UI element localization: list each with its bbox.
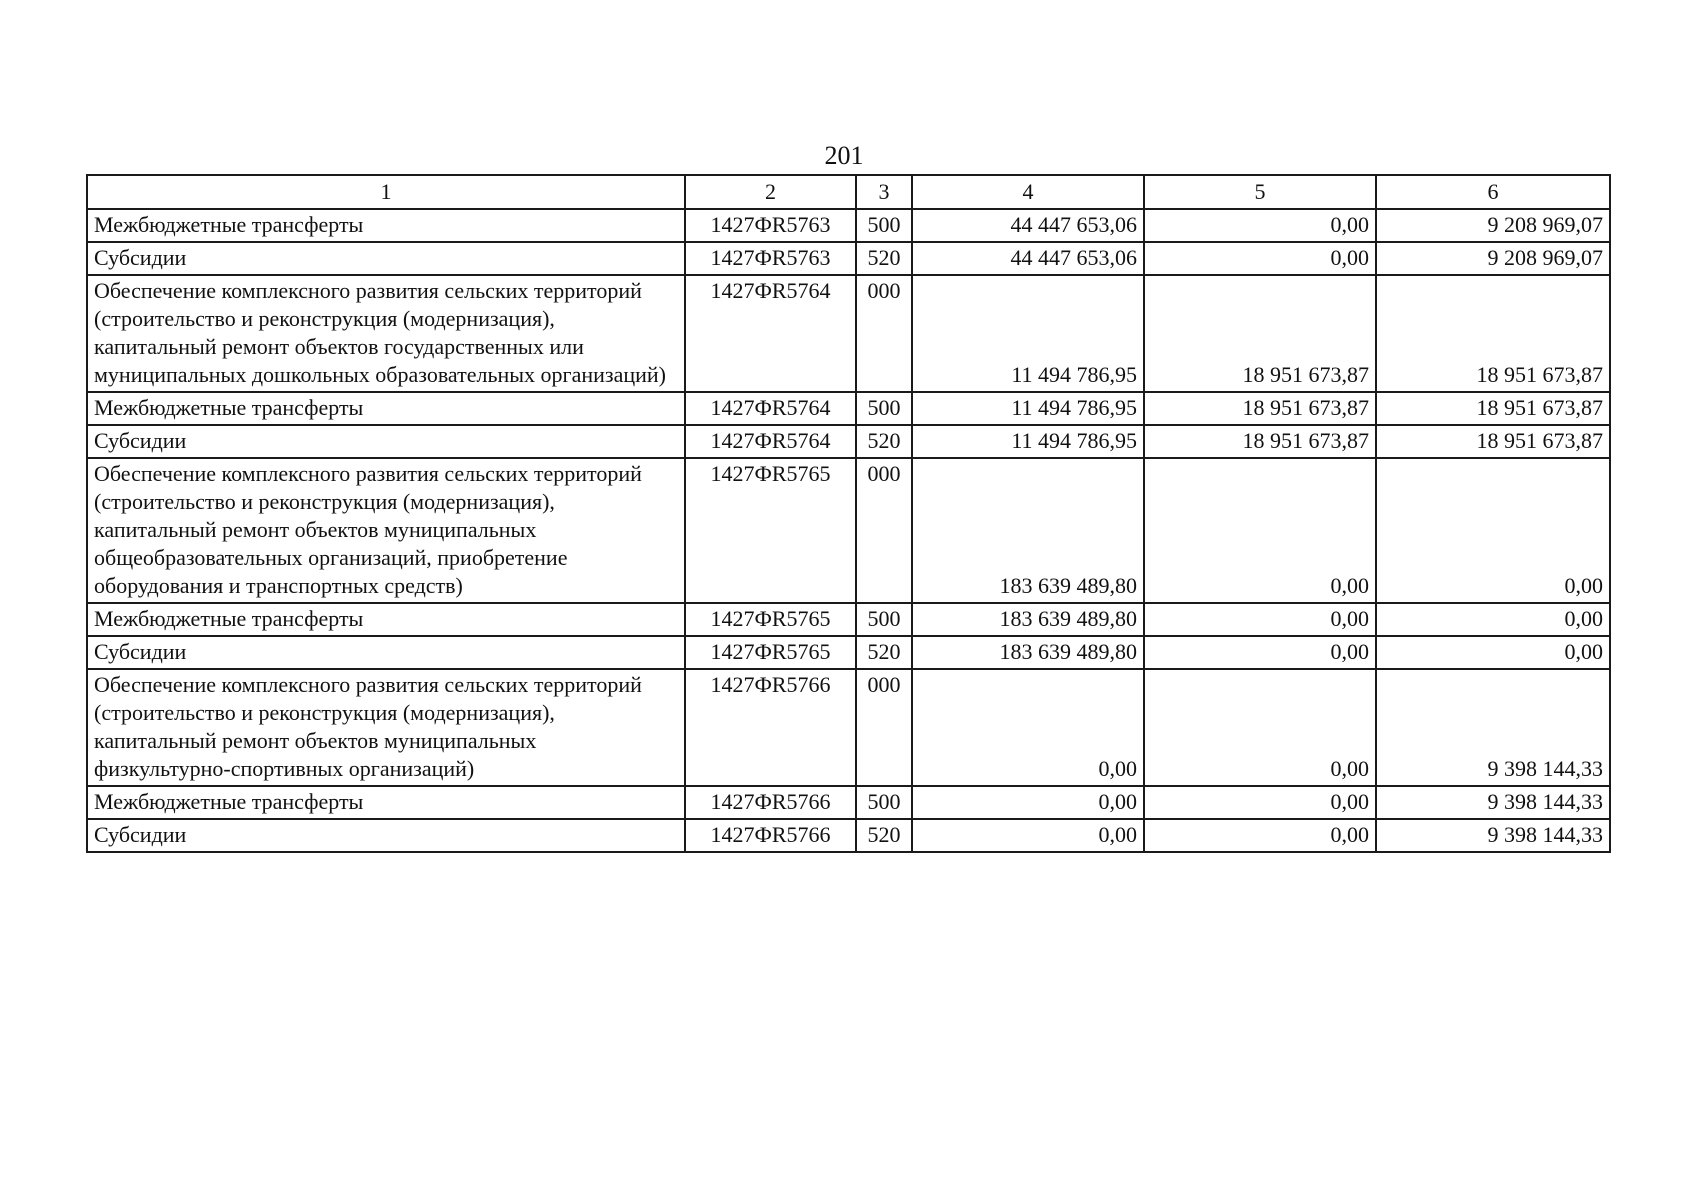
amount-col-6: 0,00 [1376, 458, 1610, 603]
column-header: 3 [856, 175, 912, 209]
target-code: 1427ФR5765 [685, 636, 856, 669]
row-name: Межбюджетные трансферты [87, 209, 685, 242]
expense-type: 520 [856, 425, 912, 458]
amount-col-5: 18 951 673,87 [1144, 392, 1376, 425]
amount-col-4: 183 639 489,80 [912, 603, 1144, 636]
column-header: 6 [1376, 175, 1610, 209]
amount-col-6: 18 951 673,87 [1376, 275, 1610, 392]
amount-col-5: 18 951 673,87 [1144, 425, 1376, 458]
expense-type: 520 [856, 636, 912, 669]
amount-col-5: 0,00 [1144, 603, 1376, 636]
target-code: 1427ФR5766 [685, 669, 856, 786]
amount-col-4: 0,00 [912, 786, 1144, 819]
amount-col-4: 11 494 786,95 [912, 275, 1144, 392]
amount-col-4: 11 494 786,95 [912, 392, 1144, 425]
amount-col-5: 0,00 [1144, 458, 1376, 603]
target-code: 1427ФR5764 [685, 275, 856, 392]
expense-type: 000 [856, 669, 912, 786]
row-name: Обеспечение комплексного развития сельских территорий (строительство и реконструкция (модернизация), капитальный ремонт объектов муниципальных физкультурно-спортивных организаций) [87, 669, 685, 786]
amount-col-5: 0,00 [1144, 636, 1376, 669]
column-header: 2 [685, 175, 856, 209]
row-name: Субсидии [87, 636, 685, 669]
page-number: 201 [824, 141, 864, 170]
target-code: 1427ФR5763 [685, 242, 856, 275]
amount-col-6: 18 951 673,87 [1376, 392, 1610, 425]
amount-col-6: 9 398 144,33 [1376, 669, 1610, 786]
amount-col-4: 183 639 489,80 [912, 636, 1144, 669]
column-header: 5 [1144, 175, 1376, 209]
expense-type: 520 [856, 819, 912, 852]
table-row [87, 669, 1610, 786]
amount-col-5: 0,00 [1144, 209, 1376, 242]
row-name: Субсидии [87, 819, 685, 852]
expense-type: 500 [856, 603, 912, 636]
expense-type: 500 [856, 392, 912, 425]
row-name: Субсидии [87, 242, 685, 275]
amount-col-5: 0,00 [1144, 242, 1376, 275]
amount-col-4: 0,00 [912, 819, 1144, 852]
column-header: 4 [912, 175, 1144, 209]
target-code: 1427ФR5765 [685, 458, 856, 603]
table-row [87, 636, 1610, 669]
expense-type: 500 [856, 786, 912, 819]
table-row [87, 392, 1610, 425]
target-code: 1427ФR5766 [685, 786, 856, 819]
target-code: 1427ФR5763 [685, 209, 856, 242]
amount-col-4: 44 447 653,06 [912, 242, 1144, 275]
expense-type: 500 [856, 209, 912, 242]
row-name: Обеспечение комплексного развития сельских территорий (строительство и реконструкция (модернизация), капитальный ремонт объектов муниципальных общеобразовательных организаций, приобретение оборудования и транспортных средств) [87, 458, 685, 603]
amount-col-5: 0,00 [1144, 819, 1376, 852]
table-row [87, 242, 1610, 275]
table-header-row [87, 175, 1610, 209]
table-row [87, 425, 1610, 458]
table-row [87, 786, 1610, 819]
target-code: 1427ФR5764 [685, 425, 856, 458]
expense-type: 000 [856, 275, 912, 392]
amount-col-6: 0,00 [1376, 636, 1610, 669]
amount-col-4: 183 639 489,80 [912, 458, 1144, 603]
row-name: Субсидии [87, 425, 685, 458]
column-header: 1 [87, 175, 685, 209]
row-name: Межбюджетные трансферты [87, 603, 685, 636]
table-row [87, 819, 1610, 852]
amount-col-4: 0,00 [912, 669, 1144, 786]
amount-col-6: 9 398 144,33 [1376, 786, 1610, 819]
amount-col-5: 18 951 673,87 [1144, 275, 1376, 392]
amount-col-4: 44 447 653,06 [912, 209, 1144, 242]
expense-type: 520 [856, 242, 912, 275]
row-name: Обеспечение комплексного развития сельских территорий (строительство и реконструкция (модернизация), капитальный ремонт объектов государственных или муниципальных дошкольных образовательных организаций) [87, 275, 685, 392]
budget-table [86, 174, 1611, 853]
table-row [87, 603, 1610, 636]
amount-col-6: 9 208 969,07 [1376, 242, 1610, 275]
target-code: 1427ФR5764 [685, 392, 856, 425]
amount-col-6: 9 398 144,33 [1376, 819, 1610, 852]
table-row [87, 275, 1610, 392]
target-code: 1427ФR5766 [685, 819, 856, 852]
row-name: Межбюджетные трансферты [87, 392, 685, 425]
amount-col-6: 18 951 673,87 [1376, 425, 1610, 458]
amount-col-6: 9 208 969,07 [1376, 209, 1610, 242]
amount-col-4: 11 494 786,95 [912, 425, 1144, 458]
amount-col-5: 0,00 [1144, 669, 1376, 786]
amount-col-5: 0,00 [1144, 786, 1376, 819]
table-row [87, 458, 1610, 603]
table-row [87, 209, 1610, 242]
amount-col-6: 0,00 [1376, 603, 1610, 636]
row-name: Межбюджетные трансферты [87, 786, 685, 819]
expense-type: 000 [856, 458, 912, 603]
target-code: 1427ФR5765 [685, 603, 856, 636]
